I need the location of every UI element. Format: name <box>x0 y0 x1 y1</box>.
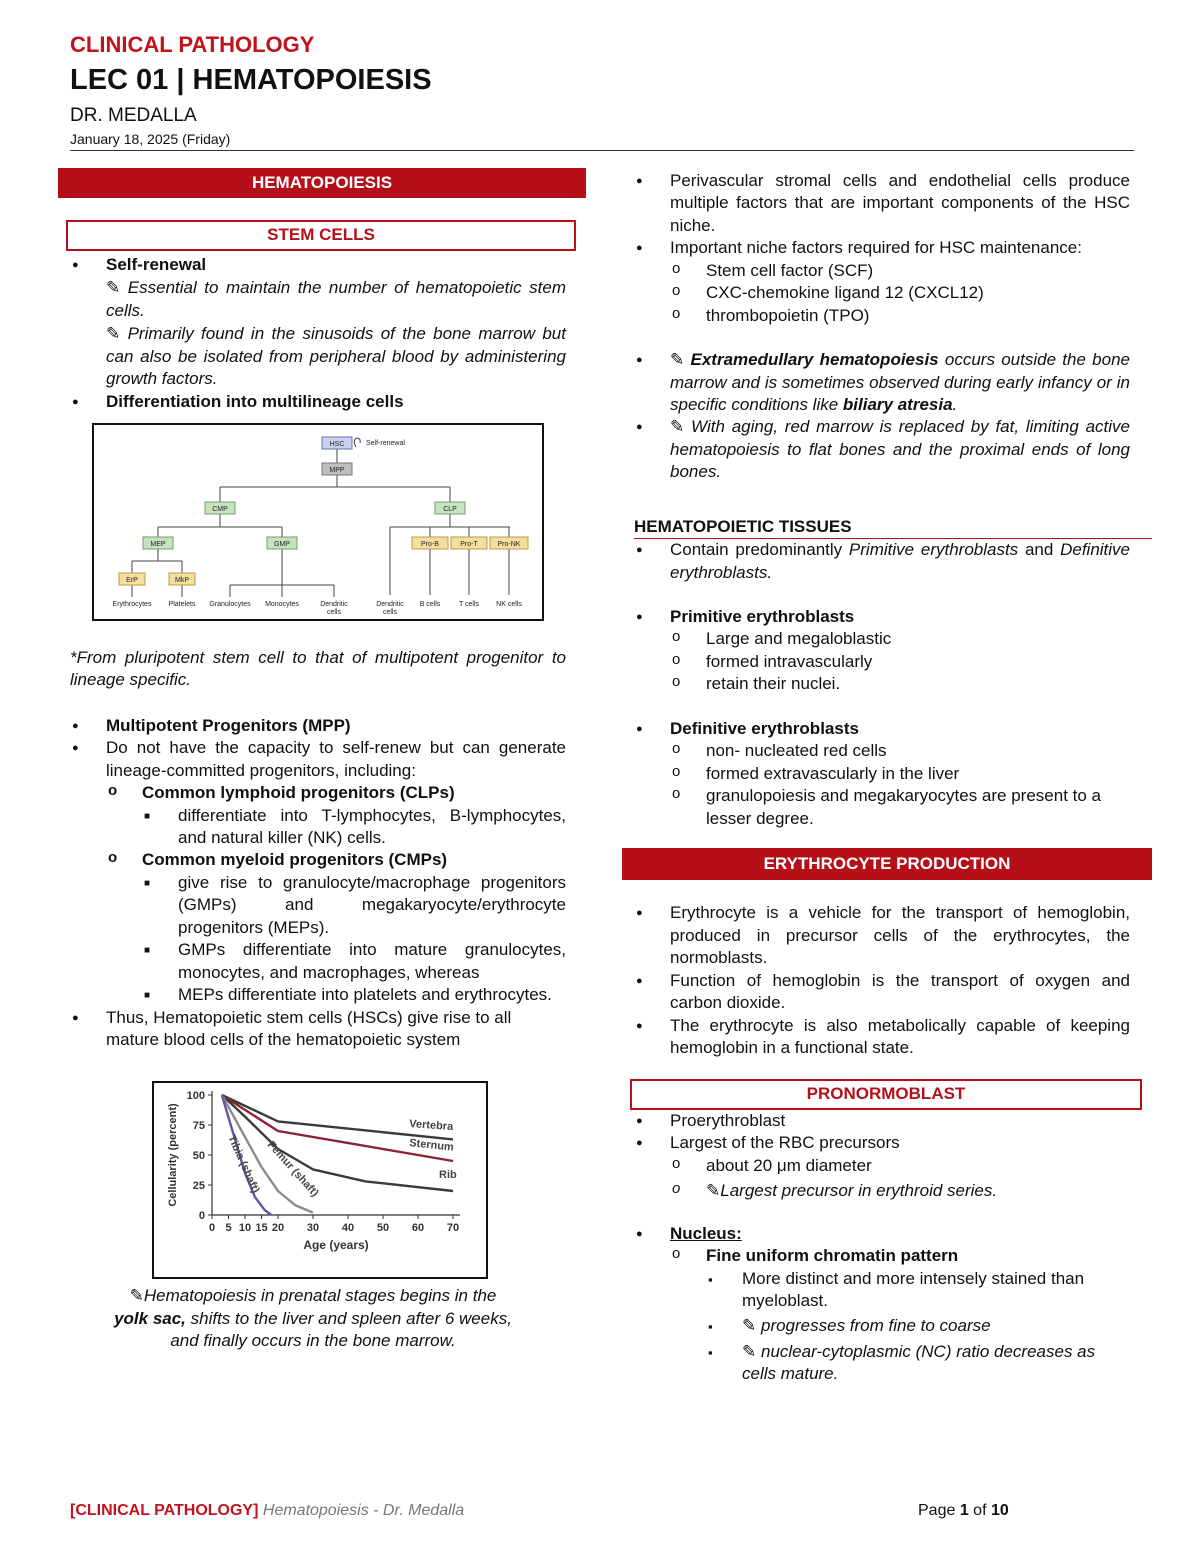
list-item <box>622 718 1130 830</box>
extramedullary-text: occurs outside the bone marrow and is sometimes observed during early infancy or in specific conditions like <box>670 350 1130 414</box>
clp-description: differentiate into T-lymphocytes, B-lymphocytes, and natural killer (NK) cells. <box>178 805 566 847</box>
primitive-heading: Primitive erythroblasts <box>670 607 855 626</box>
cmp-heading: Common myeloid progenitors (CMPs) <box>142 850 448 870</box>
list-item <box>142 805 566 850</box>
list-item <box>670 1245 1130 1386</box>
nucleus-heading: Nucleus: <box>670 1223 742 1243</box>
node-hsc: HSC <box>329 440 345 448</box>
list-item <box>106 849 566 1006</box>
page-of: of <box>968 1502 991 1519</box>
lecturer-name: DR. MEDALLA <box>70 105 197 127</box>
list-item <box>670 651 1152 673</box>
self-renewal-note-2 <box>106 323 566 390</box>
pen-icon: ✎ <box>742 1341 757 1361</box>
page-label: Page <box>918 1502 960 1519</box>
pronormoblast-item-1: Proerythroblast <box>670 1110 786 1130</box>
chromatin-item-3: nuclear-cytoplasmic (NC) ratio decreases as cells mature. <box>742 1341 1096 1384</box>
clp-heading: Common lymphoid progenitors (CLPs) <box>142 783 455 803</box>
list-item <box>622 170 1130 237</box>
biliary-atresia-text: biliary atresia <box>842 394 953 414</box>
y-tick-label: 75 <box>192 1120 205 1133</box>
y-tick-label: 50 <box>192 1150 205 1163</box>
list-item <box>142 939 566 984</box>
extramedullary-end: . <box>952 394 958 414</box>
chromatin-heading: Fine uniform chromatin pattern <box>706 1246 959 1266</box>
tissues-heading: HEMATOPOIETIC TISSUES <box>634 516 1152 539</box>
series-label: Rib <box>439 1169 457 1182</box>
footer-title: Hematopoiesis - Dr. Medalla <box>258 1502 465 1519</box>
pronormoblast-largest-note: Largest precursor in erythroid series. <box>720 1181 998 1201</box>
subsection-title-stem-cells: STEM CELLS <box>66 220 576 250</box>
course-title: CLINICAL PATHOLOGY <box>70 32 315 57</box>
figure-caption-line-2: shifts to the liver and spleen after 6 weeks, <box>185 1308 512 1328</box>
list-item <box>622 1132 1130 1202</box>
aging-text: With aging, red marrow is replaced by fat, limiting active hematopoiesis to flat bones and the proximal ends of long bones. <box>670 417 1130 482</box>
hematopoiesis-hierarchy-diagram <box>92 423 544 621</box>
list-item <box>622 1015 1130 1060</box>
pen-icon: ✎ <box>129 1286 144 1306</box>
niche-factors-text: Important niche factors required for HSC maintenance: <box>670 238 1082 258</box>
list-item <box>622 539 1130 584</box>
pen-icon: ✎ <box>742 1316 757 1336</box>
differentiation-heading: Differentiation into multilineage cells <box>106 391 404 411</box>
pen-icon: ✎ <box>706 1181 721 1201</box>
mpp-heading: Multipotent Progenitors (MPP) <box>106 715 351 735</box>
list-item <box>706 1341 1130 1386</box>
label-t-cells: T cells <box>458 600 480 608</box>
extramedullary-heading: Extramedullary hematopoiesis <box>690 350 939 370</box>
tissues-text-definitive: Definitive erythroblasts. <box>670 540 1131 582</box>
cmp-description-1: give rise to granulocyte/macrophage progenitors (GMPs) and megakaryocyte/erythrocyte progenitors (MEPs). <box>178 872 566 937</box>
footer-course: [CLINICAL PATHOLOGY] <box>70 1502 259 1519</box>
right-column <box>622 170 1152 1386</box>
pen-icon: ✎ <box>106 278 121 298</box>
list-item <box>58 1007 566 1052</box>
label-dendritic-cells-myeloid-b: cells <box>326 608 342 616</box>
node-pro-t: Pro-T <box>460 540 478 548</box>
list-item <box>670 673 1152 695</box>
x-tick-label: 0 <box>208 1222 216 1235</box>
tissues-text-primitive: Primitive erythroblasts <box>848 540 1019 560</box>
cellularity-chart <box>152 1081 488 1279</box>
label-dendritic-cells-lymphoid-b: cells <box>382 608 398 616</box>
page-number <box>918 1500 1009 1521</box>
hsc-summary: Thus, Hematopoietic stem cells (HSCs) give rise to all mature blood cells of the hematopoietic system <box>106 1007 512 1049</box>
list-item <box>58 254 566 391</box>
list-item <box>670 1155 1130 1177</box>
list-item <box>670 628 1152 650</box>
node-pro-nk: Pro-NK <box>497 540 521 548</box>
list-item <box>622 902 1130 969</box>
x-tick-label: 15 <box>255 1222 268 1235</box>
x-tick-label: 70 <box>446 1222 460 1235</box>
node-gmp: GMP <box>274 540 290 548</box>
erythrocyte-item-2: Function of hemoglobin is the transport of oxygen and carbon dioxide. <box>670 970 1130 1013</box>
primitive-item-2: formed intravascularly <box>706 651 873 671</box>
list-item <box>106 782 566 849</box>
left-column <box>58 168 586 1353</box>
page-current: 1 <box>959 1502 969 1519</box>
x-tick-label: 60 <box>411 1222 425 1235</box>
figure-caption <box>58 1285 568 1352</box>
perivascular-text: Perivascular stromal cells and endothelial cells produce multiple factors that are important components of the HSC niche. <box>670 171 1130 235</box>
list-item <box>142 872 566 939</box>
self-renewal-note-1 <box>106 277 566 322</box>
x-tick-label: 20 <box>271 1222 285 1235</box>
cmp-description-2: GMPs differentiate into mature granulocytes, monocytes, and macrophages, whereas <box>178 940 566 982</box>
list-item <box>142 984 566 1006</box>
list-item <box>670 282 1130 304</box>
pronormoblast-item-2: Largest of the RBC precursors <box>670 1133 900 1153</box>
list-item <box>622 349 1130 416</box>
x-tick-label: 10 <box>238 1222 252 1235</box>
series-label: Sternum <box>408 1137 455 1155</box>
x-axis-label: Age (years) <box>303 1238 369 1253</box>
node-self-renewal-label: Self-renewal <box>366 439 405 447</box>
series-label: Femur (shaft) <box>264 1139 321 1200</box>
list-item <box>622 1223 1130 1386</box>
definitive-heading: Definitive erythroblasts <box>670 718 859 738</box>
section-title-hematopoiesis: HEMATOPOIESIS <box>58 168 586 198</box>
y-axis-label: Cellularity (percent) <box>167 1103 179 1208</box>
x-tick-label: 5 <box>225 1222 232 1235</box>
y-tick-label: 0 <box>198 1210 205 1223</box>
hierarchy-svg <box>94 425 542 619</box>
label-monocytes: Monocytes <box>265 600 299 608</box>
label-nk-cells: NK cells <box>496 600 522 608</box>
label-granulocytes: Granulocytes <box>209 600 251 608</box>
list-item <box>622 416 1130 483</box>
node-pro-b: Pro-B <box>421 540 439 548</box>
chart-svg <box>154 1083 486 1277</box>
label-dendritic-cells-lymphoid: Dendritic <box>376 600 404 608</box>
cmp-description-3: MEPs differentiate into platelets and erythrocytes. <box>178 985 552 1005</box>
list-item <box>706 1268 1130 1313</box>
niche-factor-tpo: thrombopoietin (TPO) <box>706 305 870 325</box>
section-title-erythrocyte-production: ERYTHROCYTE PRODUCTION <box>622 848 1152 880</box>
list-item <box>670 785 1130 830</box>
node-cmp: CMP <box>212 505 228 513</box>
pen-icon: ✎ <box>670 417 685 437</box>
node-clp: CLP <box>443 505 457 513</box>
figure-caption-bold: yolk sac, <box>114 1308 186 1328</box>
self-renewal-heading: ● Self-renewal <box>106 254 207 274</box>
lecture-date: January 18, 2025 (Friday) <box>70 131 231 148</box>
self-renewal-note-1-text: Essential to maintain the number of hematopoietic stem cells. <box>106 278 566 320</box>
list-item <box>670 305 1130 327</box>
label-b-cells: B cells <box>419 600 441 608</box>
tissues-text-and: and <box>1018 540 1061 560</box>
figure-caption-line-3: and finally occurs in the bone marrow. <box>170 1331 456 1351</box>
definitive-item-3: granulopoiesis and megakaryocytes are present to a lesser degree. <box>706 786 1102 828</box>
definitive-item-1: non- nucleated red cells <box>706 741 887 761</box>
series-label: Tibia (shaft) <box>225 1133 262 1196</box>
label-erythrocytes: Erythrocytes <box>112 600 152 608</box>
list-item <box>622 970 1130 1015</box>
primitive-item-1: Large and megaloblastic <box>706 629 892 649</box>
header-divider <box>70 150 1134 151</box>
document-header <box>70 30 1134 149</box>
tissues-text-a: Contain predominantly <box>670 540 849 560</box>
pen-icon: ✎ <box>670 350 685 370</box>
x-tick-label: 50 <box>376 1222 390 1235</box>
label-dendritic-cells-myeloid: Dendritic <box>320 600 348 608</box>
pen-icon: ✎ <box>106 324 121 344</box>
figure-caption-line-1: Hematopoiesis in prenatal stages begins in the <box>143 1286 497 1306</box>
list-item <box>58 391 566 413</box>
footer-left <box>70 1500 464 1521</box>
list-item <box>58 737 566 1006</box>
node-mpp: MPP <box>329 466 345 474</box>
erythrocyte-item-1: Erythrocyte is a vehicle for the transport of hemoglobin, produced in precursor cells of the erythrocytes, the normoblasts. <box>670 903 1130 968</box>
subsection-title-pronormoblast: PRONORMOBLAST <box>630 1079 1142 1109</box>
page-total: 10 <box>990 1502 1009 1519</box>
list-item <box>622 1110 1130 1132</box>
list-item <box>622 237 1130 327</box>
niche-factor-cxcl12: CXC-chemokine ligand 12 (CXCL12) <box>706 283 984 303</box>
list-item <box>622 606 1152 696</box>
list-item <box>706 1315 1130 1337</box>
self-renewal-note-2-text: Primarily found in the sinusoids of the bone marrow but can also be isolated from peripheral blood by administering growth factors. <box>106 324 566 389</box>
chromatin-item-1: More distinct and more intensely stained than myeloblast. <box>742 1268 1085 1310</box>
list-item <box>670 740 1130 762</box>
pronormoblast-diameter: about 20 μm diameter <box>706 1155 872 1175</box>
erythrocyte-item-3: The erythrocyte is also metabolically capable of keeping hemoglobin in a functional state. <box>670 1015 1130 1057</box>
node-mep: MEP <box>150 540 166 548</box>
node-erp: ErP <box>126 576 138 584</box>
label-platelets: Platelets <box>168 600 196 608</box>
series-label: Vertebra <box>408 1118 454 1134</box>
niche-factor-scf: Stem cell factor (SCF) <box>706 260 874 280</box>
y-tick-label: 25 <box>192 1180 205 1193</box>
note-pluripotent: *From pluripotent stem cell to that of multipotent progenitor to lineage specific. <box>70 647 566 690</box>
definitive-item-2: formed extravascularly in the liver <box>706 763 960 783</box>
y-tick-label: 100 <box>186 1090 205 1103</box>
list-item <box>670 1180 1130 1202</box>
chromatin-item-2: progresses from fine to coarse <box>760 1316 991 1336</box>
x-tick-label: 30 <box>306 1222 320 1235</box>
lecture-title: LEC 01 | HEMATOPOIESIS <box>70 64 432 97</box>
list-item <box>670 763 1130 785</box>
list-item <box>670 260 1130 282</box>
node-mkp: MkP <box>175 576 189 584</box>
x-tick-label: 40 <box>341 1222 355 1235</box>
mpp-description: Do not have the capacity to self-renew but can generate lineage-committed progenitors, including: <box>106 738 566 780</box>
primitive-item-3: retain their nuclei. <box>706 674 841 694</box>
list-item <box>58 715 566 737</box>
